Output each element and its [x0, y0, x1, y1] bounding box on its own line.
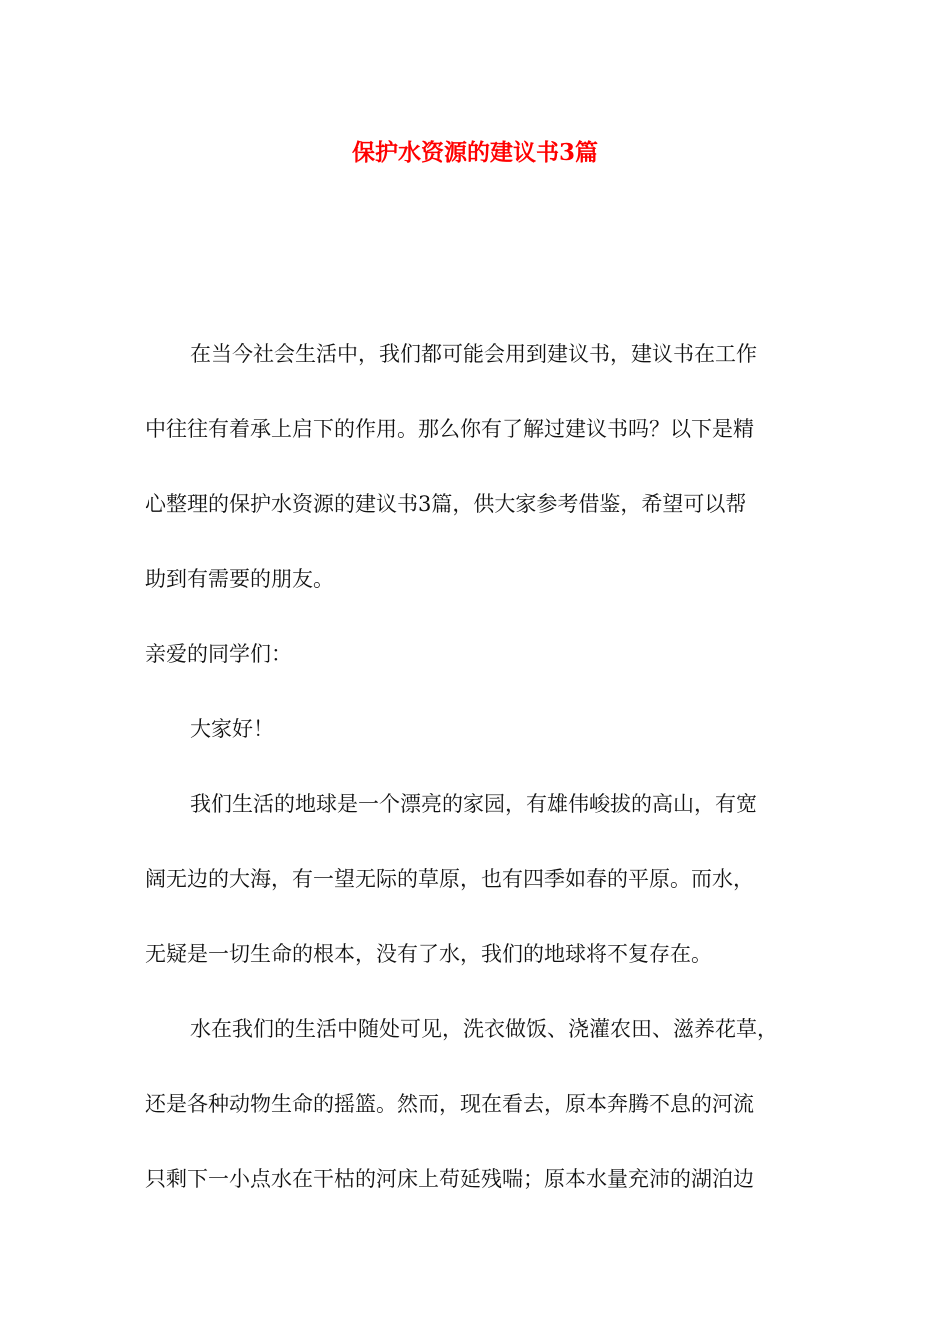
paragraph-line: 心整理的保护水资源的建议书3篇，供大家参考借鉴，希望可以帮 [145, 492, 747, 516]
paragraph-line: 无疑是一切生命的根本，没有了水，我们的地球将不复存在。 [145, 942, 712, 966]
paragraph-line: 阔无边的大海，有一望无际的草原，也有四季如春的平原。而水， [145, 867, 754, 891]
paragraph-line: 助到有需要的朋友。 [145, 567, 334, 591]
paragraph-line: 我们生活的地球是一个漂亮的家园，有雄伟峻拔的高山，有宽 [190, 792, 757, 816]
paragraph-line: 水在我们的生活中随处可见，洗衣做饭、浇灌农田、滋养花草， [190, 1017, 778, 1041]
greeting-line: 大家好！ [190, 717, 274, 741]
paragraph-line: 在当今社会生活中，我们都可能会用到建议书，建议书在工作 [190, 342, 757, 366]
document-title: 保护水资源的建议书3篇 [351, 139, 598, 166]
paragraph-line: 只剩下一小点水在干枯的河床上苟延残喘；原本水量充沛的湖泊边 [145, 1167, 754, 1191]
salutation-line: 亲爱的同学们： [145, 642, 292, 666]
paragraph-line: 还是各种动物生命的摇篮。然而，现在看去，原本奔腾不息的河流 [145, 1092, 754, 1116]
document-body [145, 317, 810, 1217]
paragraph-line: 中往往有着承上启下的作用。那么你有了解过建议书吗？以下是精 [145, 417, 754, 441]
